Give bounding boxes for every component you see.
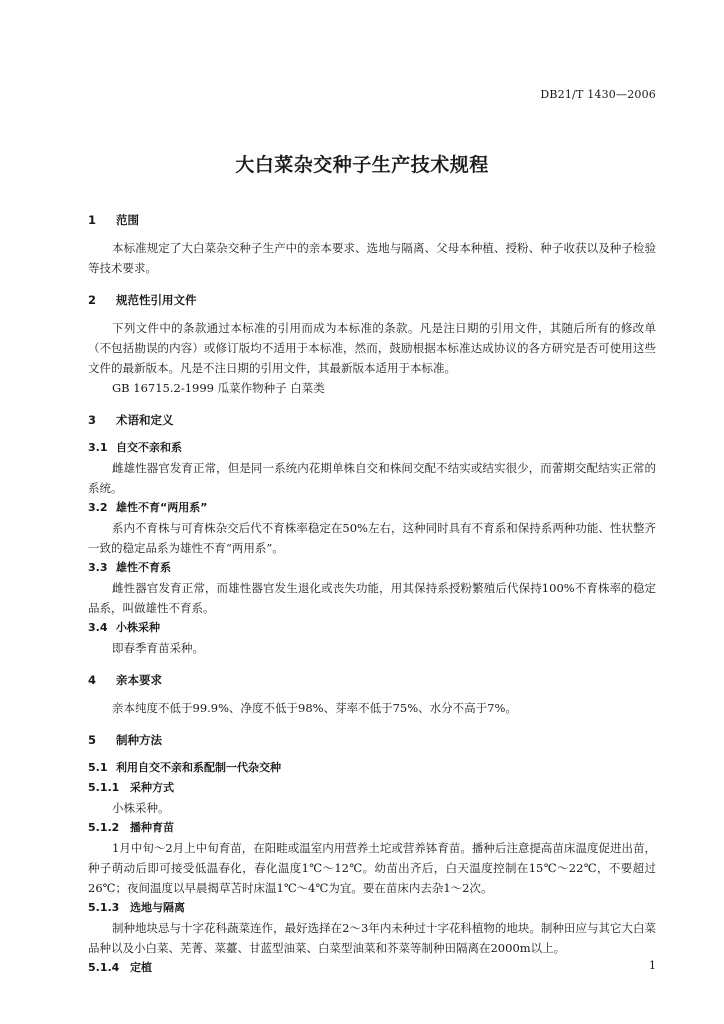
section-4-heading — [88, 670, 656, 690]
section-number: 5 — [88, 733, 97, 747]
subsection-title: 利用自交不亲和系配制一代杂交种 — [116, 761, 281, 774]
term-3-4-definition: 即春季育苗采种。 — [112, 641, 204, 655]
section-3-heading — [88, 410, 656, 430]
subsection-title: 选地与隔离 — [130, 901, 185, 914]
section-2-heading — [88, 290, 656, 310]
term-3-1-heading — [88, 438, 656, 458]
term-title: 自交不亲和系 — [116, 441, 182, 454]
section-1-paragraph: 本标准规定了大白菜杂交种子生产中的亲本要求、选地与隔离、父母本种植、授粉、种子收获以及种子检验等技术要求。 — [88, 241, 656, 275]
section-number: 4 — [88, 673, 97, 687]
section-number: 1 — [88, 213, 97, 227]
section-number: 3 — [88, 413, 97, 427]
subsection-5-1-3-heading — [88, 898, 656, 918]
subsection-5-1-2-paragraph: 1月中旬～2月上中旬育苗，在阳畦或温室内用营养土坨或营养钵育苗。播种后注意提高苗床温度促进出苗，种子萌动后即可接受低温春化，春化温度1℃～12℃。幼苗出齐后，白天温度控制在15℃～22℃，不要超过26℃；夜间温度以早晨揭草苫时床温1℃～4℃为宜。要在苗床内去杂1～2次。 — [88, 841, 656, 895]
document-body — [88, 210, 656, 978]
subsection-title: 采种方式 — [130, 781, 174, 794]
subsection-number: 5.1.4 — [88, 961, 120, 974]
page-number: 1 — [649, 959, 656, 972]
term-title: 小株采种 — [116, 621, 160, 634]
term-number: 3.4 — [88, 621, 108, 634]
term-3-2-heading — [88, 498, 656, 518]
term-3-3-definition: 雌性器官发育正常，而雄性器官发生退化或丧失功能，用其保持系授粉繁殖后代保持100%不育株率的稳定品系，叫做雄性不育系。 — [88, 581, 656, 615]
section-4-paragraph: 亲本纯度不低于99.9%、净度不低于98%、芽率不低于75%、水分不高于7%。 — [112, 701, 517, 715]
term-3-2-definition: 系内不育株与可育株杂交后代不育株率稳定在50%左右，这种同时具有不育系和保持系两种功能、性状整齐一致的稳定品系为雄性不育“两用系”。 — [88, 521, 656, 555]
section-title: 规范性引用文件 — [116, 293, 197, 307]
section-title: 术语和定义 — [116, 413, 174, 427]
subsection-5-1-1-paragraph: 小株采种。 — [112, 801, 170, 815]
term-title: 雄性不育“两用系” — [116, 501, 208, 514]
section-title: 制种方法 — [116, 733, 162, 747]
subsection-number: 5.1.3 — [88, 901, 120, 914]
term-number: 3.1 — [88, 441, 108, 454]
subsection-title: 播种育苗 — [130, 821, 174, 834]
term-number: 3.3 — [88, 561, 108, 574]
subsection-number: 5.1.1 — [88, 781, 120, 794]
term-title: 雄性不育系 — [116, 561, 171, 574]
section-2-paragraph: 下列文件中的条款通过本标准的引用而成为本标准的条款。凡是注日期的引用文件，其随后所有的修改单（不包括勘误的内容）或修订版均不适用于本标准，然而，鼓励根据本标准达成协议的各方研究是否可使用这些文件的最新版本。凡是不注日期的引用文件，其最新版本适用于本标准。 — [88, 321, 656, 375]
subsection-5-1-3-paragraph: 制种地块忌与十字花科蔬菜连作，最好选择在2～3年内未种过十字花科植物的地块。制种田应与其它大白菜品种以及小白菜、芜菁、菜薹、甘蓝型油菜、白菜型油菜和芥菜等制种田隔离在2000m以上。 — [88, 921, 656, 955]
document-title: 大白菜杂交种子生产技术规程 — [235, 154, 489, 176]
section-5-heading — [88, 730, 656, 750]
term-3-3-heading — [88, 558, 656, 578]
section-title: 范围 — [116, 213, 139, 227]
term-3-4-heading — [88, 618, 656, 638]
normative-reference: GB 16715.2-1999 瓜菜作物种子 白菜类 — [112, 381, 325, 395]
section-number: 2 — [88, 293, 97, 307]
subsection-number: 5.1.2 — [88, 821, 120, 834]
term-number: 3.2 — [88, 501, 108, 514]
subsection-5-1-1-heading — [88, 778, 656, 798]
subsection-title: 定植 — [130, 961, 152, 974]
term-3-1-definition: 雌雄性器官发育正常，但是同一系统内花期单株自交和株间交配不结实或结实很少，而蕾期交配结实正常的系统。 — [88, 461, 656, 495]
section-1-heading — [88, 210, 656, 230]
section-title: 亲本要求 — [116, 673, 162, 687]
subsection-number: 5.1 — [88, 761, 108, 774]
subsection-5-1-2-heading — [88, 818, 656, 838]
standard-code: DB21/T 1430—2006 — [540, 88, 656, 101]
subsection-5-1-heading — [88, 758, 656, 778]
subsection-5-1-4-heading — [88, 958, 656, 978]
